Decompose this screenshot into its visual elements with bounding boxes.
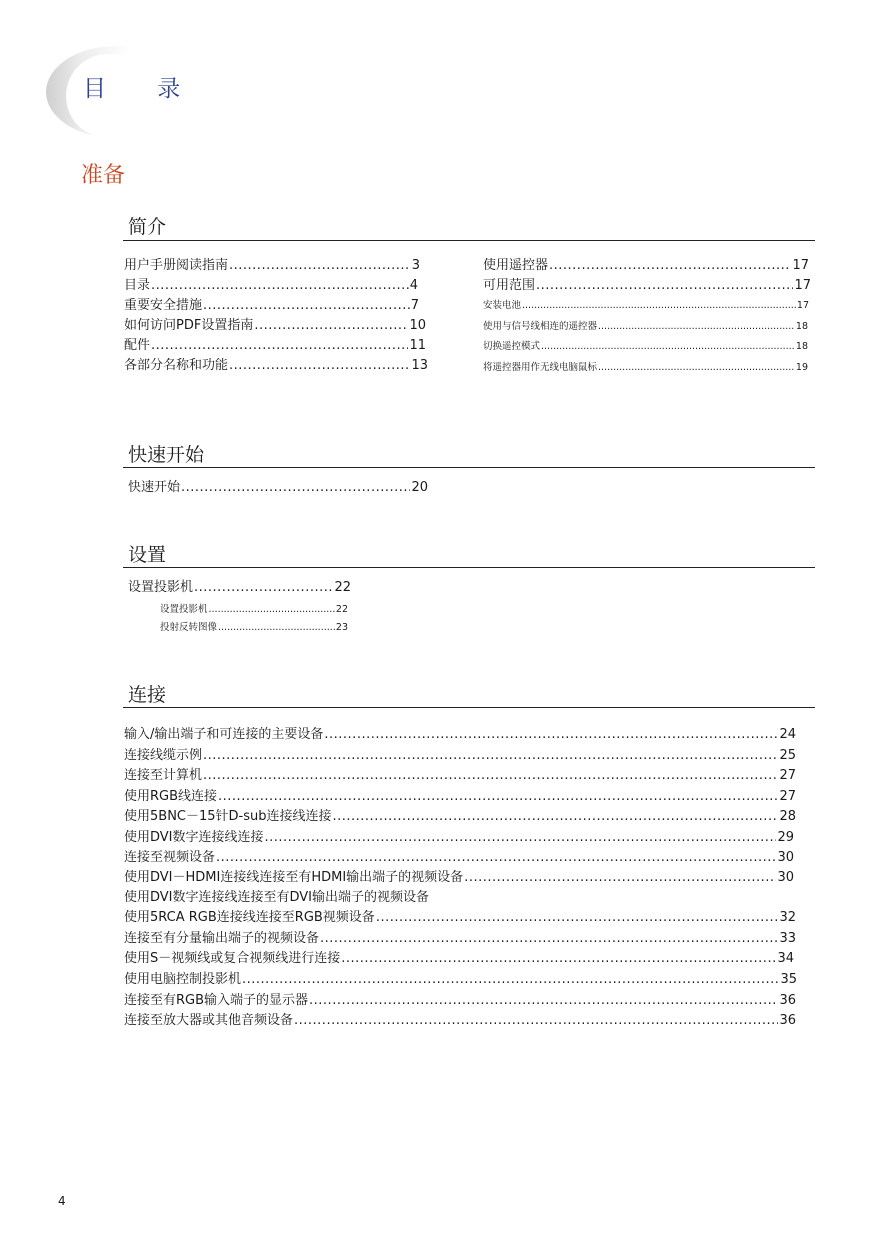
setup-rule — [123, 567, 815, 568]
intro-rule — [123, 240, 815, 241]
toc-entry[interactable]: 连接线缆示例 ..... 25 — [124, 748, 796, 764]
toc-title: 目 录 — [83, 76, 203, 102]
intro-heading: 简介 — [128, 216, 167, 238]
toc-entry[interactable]: 使用电脑控制投影机 ..... 35 — [124, 972, 797, 988]
toc-entry[interactable]: 连接至有RGB输入端子的显示器 ..... 36 — [124, 993, 796, 1009]
connection-heading: 连接 — [128, 684, 167, 706]
toc-entry[interactable]: 输入/输出端子和可连接的主要设备 ..... 24 — [124, 727, 796, 743]
setup-heading: 设置 — [128, 544, 167, 566]
toc-entry[interactable]: 切换遥控模式 ..... 18 — [483, 341, 808, 353]
toc-entry[interactable]: 使用遥控器 ..... 17 — [483, 258, 809, 274]
toc-entry[interactable]: 使用DVI数字连接线连接至有DVI输出端子的视频设备 — [124, 890, 430, 905]
toc-entry[interactable]: 使用S－视频线或复合视频线进行连接 ..... 34 — [124, 951, 794, 967]
toc-entry[interactable]: 用户手册阅读指南 ..... 3 — [124, 258, 420, 274]
toc-entry[interactable]: 连接至放大器或其他音频设备 ..... 36 — [124, 1013, 796, 1029]
toc-entry[interactable]: 使用5BNC－15针D-sub连接线连接 ..... 28 — [124, 809, 796, 825]
quickstart-heading: 快速开始 — [128, 444, 205, 466]
toc-entry[interactable]: 设置投影机 ..... 22 — [160, 604, 348, 616]
toc-entry[interactable]: 各部分名称和功能 ..... 13 — [124, 358, 428, 374]
page-number: 4 — [58, 1194, 66, 1208]
connection-rule — [123, 707, 815, 708]
toc-entry[interactable]: 使用与信号线相连的遥控器 ..... 18 — [483, 321, 808, 333]
toc-entry[interactable]: 连接至计算机 ..... 27 — [124, 768, 796, 784]
section-title: 准备 — [81, 163, 126, 188]
toc-entry[interactable]: 使用5RCA RGB连接线连接至RGB视频设备 ..... 32 — [124, 910, 796, 926]
toc-entry[interactable]: 使用DVI－HDMI连接线连接至有HDMI输出端子的视频设备 ..... 30 — [124, 870, 794, 886]
toc-entry[interactable]: 连接至有分量输出端子的视频设备 ..... 33 — [124, 931, 796, 947]
toc-entry[interactable]: 安装电池 ..... 17 — [483, 300, 809, 312]
toc-entry[interactable]: 将遥控器用作无线电脑鼠标 ..... 19 — [483, 362, 808, 374]
toc-entry[interactable]: 投射反转图像 ..... 23 — [160, 622, 348, 634]
toc-entry[interactable]: 目录 ..... 4 — [124, 278, 418, 294]
toc-entry[interactable]: 如何访问PDF设置指南 ..... 10 — [124, 318, 426, 334]
quickstart-rule — [123, 467, 815, 468]
toc-entry[interactable]: 重要安全措施 ..... 7 — [124, 298, 419, 314]
toc-entry[interactable]: 快速开始 ..... 20 — [128, 480, 428, 496]
toc-entry[interactable]: 可用范围 ..... 17 — [483, 278, 811, 294]
toc-entry[interactable]: 设置投影机 ..... 22 — [128, 580, 351, 596]
toc-entry[interactable]: 配件 ..... 11 — [124, 338, 426, 354]
toc-entry[interactable]: 使用DVI数字连接线连接 ..... 29 — [124, 830, 794, 846]
toc-entry[interactable]: 使用RGB线连接 ..... 27 — [124, 789, 796, 805]
toc-entry[interactable]: 连接至视频设备 ..... 30 — [124, 850, 794, 866]
